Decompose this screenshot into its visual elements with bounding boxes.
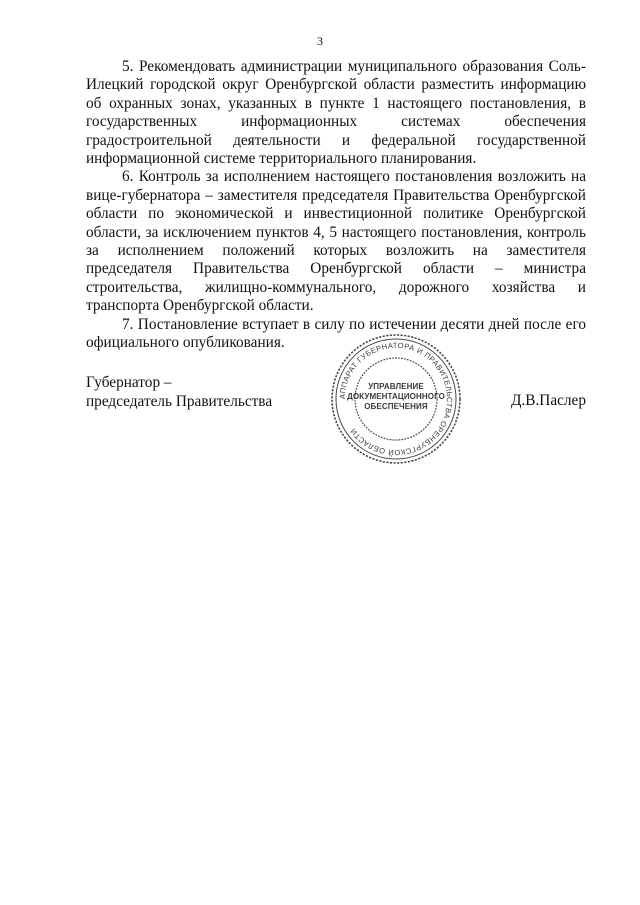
- stamp-ring-text: АППАРАТ ГУБЕРНАТОРА И ПРАВИТЕЛЬСТВА ОРЕНБУРГСКОЙ ОБЛАСТИ: [337, 340, 455, 458]
- signatory-name: Д.В.Паслер: [511, 392, 586, 409]
- stamp-center-text: [329, 382, 463, 412]
- paragraph-5: 5. Рекомендовать администрации муниципального образования Соль-Илецкий городской округ Оренбургской области разместить информацию об охранных зонах, указанных в пункте 1 настоящего постановления, в государственных информационных системах обеспечения градостроительной деятельности и федеральной государственной информационной системе территориального планирования.: [86, 58, 586, 168]
- document-body: [86, 58, 586, 353]
- signatory-title-line-2: председатель Правительства: [86, 392, 273, 410]
- signatory-title-line-1: Губернатор –: [86, 374, 172, 391]
- paragraph-6: 6. Контроль за исполнением настоящего постановления возложить на вице-губернатора – заместителя председателя Правительства Оренбургской области по экономической и инвестиционной политике Оренбургской области, за исключением пунктов 4, 5 настоящего постановления, контроль за исполнением положений которых возложить на заместителя председателя Правительства Оренбургской области – министра строительства, жилищно-коммунального, дорожного хозяйства и транспорта Оренбургской области.: [86, 168, 586, 315]
- stamp-center-line-1: УПРАВЛЕНИЕ: [368, 382, 424, 391]
- official-stamp: [329, 332, 463, 466]
- page-number: 3: [317, 34, 323, 48]
- stamp-center-line-2: ДОКУМЕНТАЦИОННОГО: [347, 392, 445, 401]
- signatory-title: [86, 374, 272, 411]
- stamp-center-line-3: ОБЕСПЕЧЕНИЯ: [364, 402, 428, 411]
- paragraph-7: 7. Постановление вступает в силу по истечении десяти дней после его официального опубликования.: [86, 315, 586, 352]
